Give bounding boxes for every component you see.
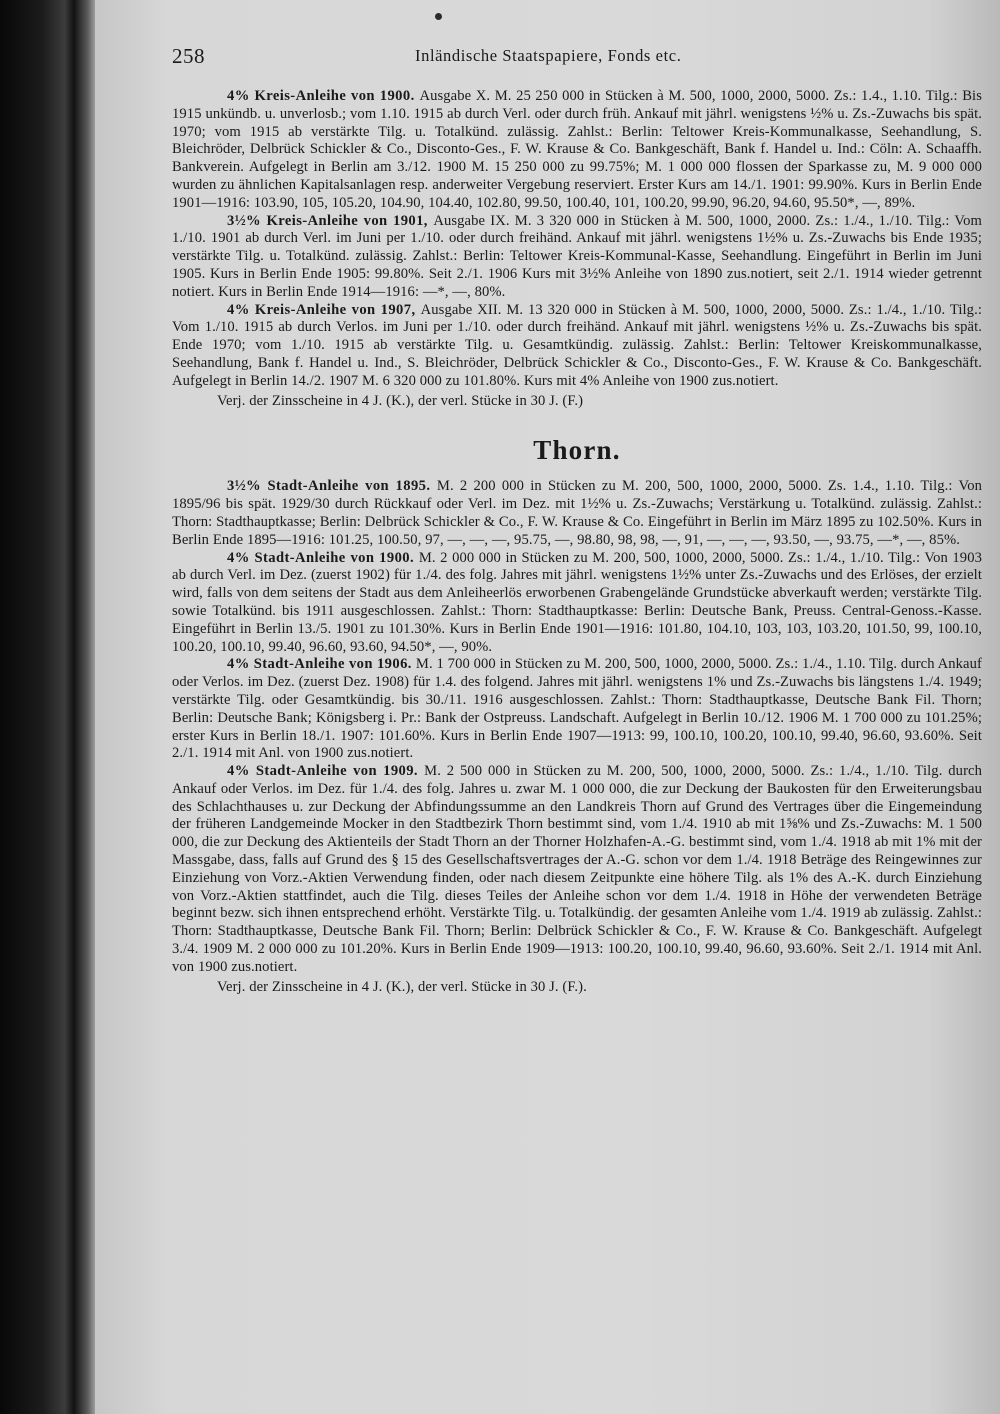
entry-text: M. 1 700 000 in Stücken zu M. 200, 500, 1000, 2000, 5000. Zs.: 1./4., 1.10. Tilg. durch Ankauf oder Verlos. im Dez. (zuerst Dez. 1908) für 1.4. des folgend. Jahres mit jährl. wenigstens 1% und Zs.-Zuwachs bis längstens 1./4. 1949; verstärkte Tilg. oder Gesamtkündig. bis 30./11. 1916 ausgeschlossen. Zahlst.: Thorn: Stadthauptkasse, Deutsche Bank Fil. Thorn; Berlin: Deutsche Bank; Königsberg i. Pr.: Bank der Ostpreuss. Landschaft. Aufgelegt in Berlin 10./12. 1906 M. 1 700 000 zu 101.25%; erster Kurs in Berlin 18./1. 1907: 101.60%. Kurs in Berlin Ende 1907—1913: 99, 100.10, 100.20, 100.10, 99.40, 96.60, 93.60%. Seit 2./1. 1914 mit Anl. von 1900 zus.notiert. <box>172 656 982 762</box>
entry-heading: 4% Stadt-Anleihe von 1900. <box>227 549 419 566</box>
verjaehrung-note: Verj. der Zinsscheine in 4 J. (K.), der verl. Stücke in 30 J. (F.). <box>217 978 587 995</box>
running-head: Inländische Staatspapiere, Fonds etc. <box>415 46 682 65</box>
entry-heading: 3½% Kreis-Anleihe von 1901, <box>227 212 434 229</box>
entry-kreis-anleihe-1901 <box>172 213 982 302</box>
entry-heading: 3½% Stadt-Anleihe von 1895. <box>227 478 437 495</box>
entry-text: Ausgabe IX. M. 3 320 000 in Stücken à M. 500, 1000, 2000. Zs.: 1./4., 1./10. Tilg.: Vom 1./10. 1901 ab durch Verl. im Juni per 1./10. oder durch freihänd. Ankauf mit jährl. wenigstens 1½% u. Zs.-Zuwachs bis Ende 1935; verstärkte Tilg. u. Totalkünd. zulässig. Zahlst.: Berlin: Teltower Kreis-Kommunal-Kasse, Seehandlung. Eingeführt in Berlin im Juni 1905. Kurs in Berlin Ende 1905: 99.80%. Seit 2./1. 1906 Kurs mit 3½% Anleihe von 1890 zus.notiert, seit 2./1. 1914 wieder getrennt notiert. Kurs in Berlin Ende 1914—1916: —*, —, 80%. <box>172 212 982 300</box>
entry-text: M. 2 200 000 in Stücken zu M. 200, 500, 1000, 2000, 5000. Zs. 1.4., 1.10. Tilg.: Von 1895/96 bis spät. 1929/30 durch Rückkauf oder Verl. im Dez. mit 1½% u. Zs.-Zuwachs; Verstärkung u. Totalkünd. zulässig. Zahlst.: Thorn: Stadthauptkasse; Berlin: Delbrück Schickler & Co., F. W. Krause & Co. Eingeführt in Berlin im März 1895 zu 102.50%. Kurs in Berlin Ende 1895—1916: 101.25, 100.50, 97, —, —, —, 95.75, —, 98.80, 98, 98, —, 91, —, —, —, 93.50, —, 93.75, —*, —, 85%. <box>172 478 982 548</box>
verjaehrung-note: Verj. der Zinsscheine in 4 J. (K.), der verl. Stücke in 30 J. (F.) <box>217 392 584 409</box>
ink-dot <box>435 13 442 20</box>
entry-stadt-anleihe-1895 <box>172 478 982 549</box>
page-body <box>172 88 982 996</box>
book-spine-shadow <box>0 0 95 1414</box>
entry-stadt-anleihe-1900 <box>172 550 982 657</box>
entry-text: Ausgabe XII. M. 13 320 000 in Stücken à M. 500, 1000, 2000, 5000. Zs.: 1./4., 1./10. Tilg.: Vom 1./10. 1915 ab durch Verlos. im Juni per 1./10. oder durch freihänd. Ankauf mit jährl. wenigstens ½% u. Zs.-Zuwachs bis spät. Ende 1970; vom 1./10. 1915 ab verstärkte Tilg. u. Gesamtkündig. zulässig. Zahlst.: Berlin: Teltower Kreiskommunalkasse, Seehandlung, Bank f. Handel u. Ind., S. Bleichröder, Delbrück Schickler & Co., Disconto-Ges., F. W. Krause & Co. Bankgeschäft. Aufgelegt in Berlin 14./2. 1907 M. 6 320 000 zu 101.80%. Kurs mit 4% Anleihe von 1900 zus.notiert. <box>172 301 982 389</box>
entry-heading: 4% Stadt-Anleihe von 1906. <box>227 656 416 673</box>
page-number: 258 <box>172 44 205 68</box>
entry-heading: 4% Kreis-Anleihe von 1900. <box>227 88 420 104</box>
entry-kreis-anleihe-1900 <box>172 88 982 213</box>
book-page <box>95 0 1000 1414</box>
city-heading-thorn: Thorn. <box>533 435 621 466</box>
entry-kreis-anleihe-1907 <box>172 302 982 391</box>
entry-text: Ausgabe X. M. 25 250 000 in Stücken à M. 500, 1000, 2000, 5000. Zs.: 1.4., 1.10. Tilg.: Bis 1915 unkündb. u. unverlosb.; vom 1.10. 1915 ab durch Verl. oder durch früh. Ankauf mit jährl. wenigstens ½% u. Zs.-Zuwachs bis spät. 1970; vom 1915 ab verstärkte Tilg. u. Totalkünd. zulässig. Zahlst.: Berlin: Teltower Kreis-Kommunalkasse, Seehandlung, S. Bleichröder, Delbrück Schickler & Co., Disconto-Ges., F. W. Krause & Co. Bankgeschäft, Bank f. Handel u. Ind.: Cöln: A. Schaaffh. Bankverein. Aufgelegt in Berlin am 3./12. 1900 M. 15 250 000 zu 99.75%; M. 1 000 000 flossen der Sparkasse zu, M. 9 000 000 wurden zu ähnlichen Kapitalsanlagen resp. anderweiter Vergebung reserviert. Erster Kurs am 14./1. 1901: 99.90%. Kurs in Berlin Ende 1901—1916: 103.90, 105, 105.20, 104.90, 104.40, 102.80, 99.50, 100.40, 101, 100.20, 99.90, 96.20, 94.60, 95.50*, —, 89%. <box>172 88 982 211</box>
entry-text: M. 2 000 000 in Stücken zu M. 200, 500, 1000, 2000, 5000. Zs.: 1./4., 1./10. Tilg.: Von 1903 ab durch Verl. im Dez. (zuerst 1902) für 1./4. des folg. Jahres mit jährl. wenigstens 1½% unter Zs.-Zuwachs und des Erlöses, der erzielt wird, falls von dem seitens der Stadt aus dem Anleiheerlös erworbenen Grabengelände Grundstücke abverkauft werden; verstärkte Tilg. sowie Totalkünd. bis 1911 ausgeschlossen. Zahlst.: Thorn: Stadthauptkasse: Berlin: Deutsche Bank, Preuss. Central-Genoss.-Kasse. Eingeführt in Berlin 13./5. 1901 zu 101.30%. Kurs in Berlin Ende 1901—1916: 101.80, 104.10, 103, 103, 103.20, 101.50, 99, 100.10, 100.20, 100.10, 99.40, 96.60, 93.60, 94.50*, —, 90%. <box>172 549 983 655</box>
entry-heading: 4% Stadt-Anleihe von 1909. <box>227 763 425 780</box>
entry-heading: 4% Kreis-Anleihe von 1907, <box>227 301 421 318</box>
entry-text: M. 2 500 000 in Stücken zu M. 200, 500, 1000, 2000, 5000. Zs.: 1./4., 1./10. Tilg. durch Ankauf oder Verlos. im Dez. für 1./4. des folg. Jahres u. zwar M. 1 000 000, die zur Deckung der Baukosten für den Erweiterungsbau des Schlachthauses u. zur Deckung der Abfindungssumme an den Landkreis Thorn auf Grund des Vertrages über die Eingemeindung der früheren Landgemeinde Mocker in den Stadtbezirk Thorn bestimmt sind, vom 1./4. 1910 ab mit 1⅝% und Zs.-Zuwachs: M. 1 500 000, die zur Deckung des Aktienteils der Stadt Thorn an der Thorner Holzhafen-A.-G. bestimmt sind, vom 1./4. 1918 ab mit 1% mit der Massgabe, dass, falls auf Grund des § 15 des Gesellschaftsvertrages der A.-G. schon vor dem 1./4. 1918 Beträge des Reingewinnes zur Einziehung von Vorz.-Aktien Verwendung finden, oder nach diesem Zeitpunkte eine höhere Tilg. als 1% des A.-K. durch Einziehung von Vorz.-Aktien stattfindet, auch die Tilg. dieses Teiles der Anleihe schon vor dem 1./4. 1918 in Höhe der verwendeten Beträge beginnt bezw. sich ihnen entsprechend erhöht. Verstärkte Tilg. u. Totalkündig. der gesamten Anleihe vom 1./4. 1919 ab zulässig. Zahlst.: Thorn: Stadthauptkasse, Deutsche Bank Fil. Thorn; Berlin: Delbrück Schickler & Co., F. W. Krause & Co. Bankgeschäft. Aufgelegt 3./4. 1909 M. 2 000 000 zu 101.20%. Kurs in Berlin Ende 1909—1913: 100.20, 100.10, 99.40, 96.60, 93.60%. Seit 2./1. 1914 mit Anl. von 1900 zus.notiert. <box>172 763 982 975</box>
entry-stadt-anleihe-1909 <box>172 763 982 977</box>
entry-stadt-anleihe-1906 <box>172 656 982 763</box>
